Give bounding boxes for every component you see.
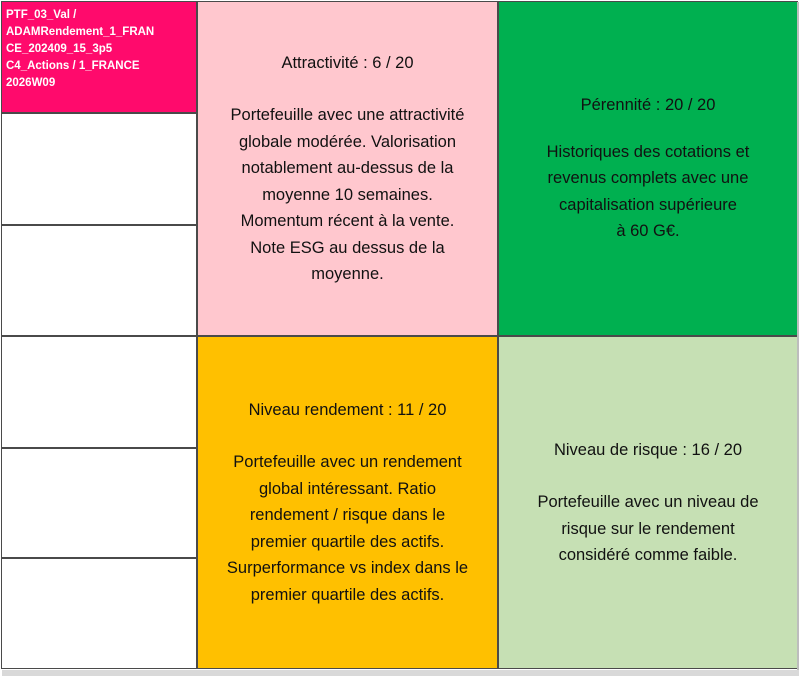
- empty-cell-3: [1, 336, 197, 448]
- risque-heading: Niveau de risque : 16 / 20: [553, 440, 743, 459]
- frame-shadow-bottom: [2, 670, 799, 676]
- risque-description: Portefeuille avec un niveau de risque sur le rendement considéré comme faible.: [537, 493, 759, 564]
- risque-quadrant: [498, 336, 798, 669]
- title-line: CE_202409_15_3p5: [6, 43, 113, 55]
- empty-cell-5: [1, 558, 197, 669]
- empty-cell-1: [1, 113, 197, 225]
- empty-cell-2: [1, 225, 197, 336]
- rendement-heading: Niveau rendement : 11 / 20: [248, 400, 447, 419]
- attractivite-heading: Attractivité : 6 / 20: [281, 53, 414, 72]
- title-line: 2026W09: [6, 77, 56, 89]
- title-line: C4_Actions / 1_FRANCE: [6, 60, 140, 72]
- rendement-description: Portefeuille avec un rendement global intéressant. Ratio rendement / risque dans le premier quartile des actifs. Surperformance vs index dans le premier quartile des actifs.: [226, 453, 469, 604]
- perennite-quadrant: [498, 1, 798, 336]
- attractivite-quadrant: [197, 1, 498, 336]
- perennite-description: Historiques des cotations et revenus complets avec une capitalisation supérieure à 60 G€.: [546, 142, 750, 241]
- title-line: ADAMRendement_1_FRAN: [6, 26, 155, 38]
- perennite-heading: Pérennité : 20 / 20: [580, 96, 716, 115]
- rendement-quadrant: [197, 336, 498, 669]
- attractivite-description: Portefeuille avec une attractivité globale modérée. Valorisation notablement au-dessus de la moyenne 10 semaines. Momentum récent à la vente. Note ESG au dessus de la moyenne.: [230, 106, 465, 283]
- empty-cell-4: [1, 448, 197, 558]
- title-line: PTF_03_Val /: [6, 9, 77, 21]
- portfolio-title-cell: [1, 1, 197, 113]
